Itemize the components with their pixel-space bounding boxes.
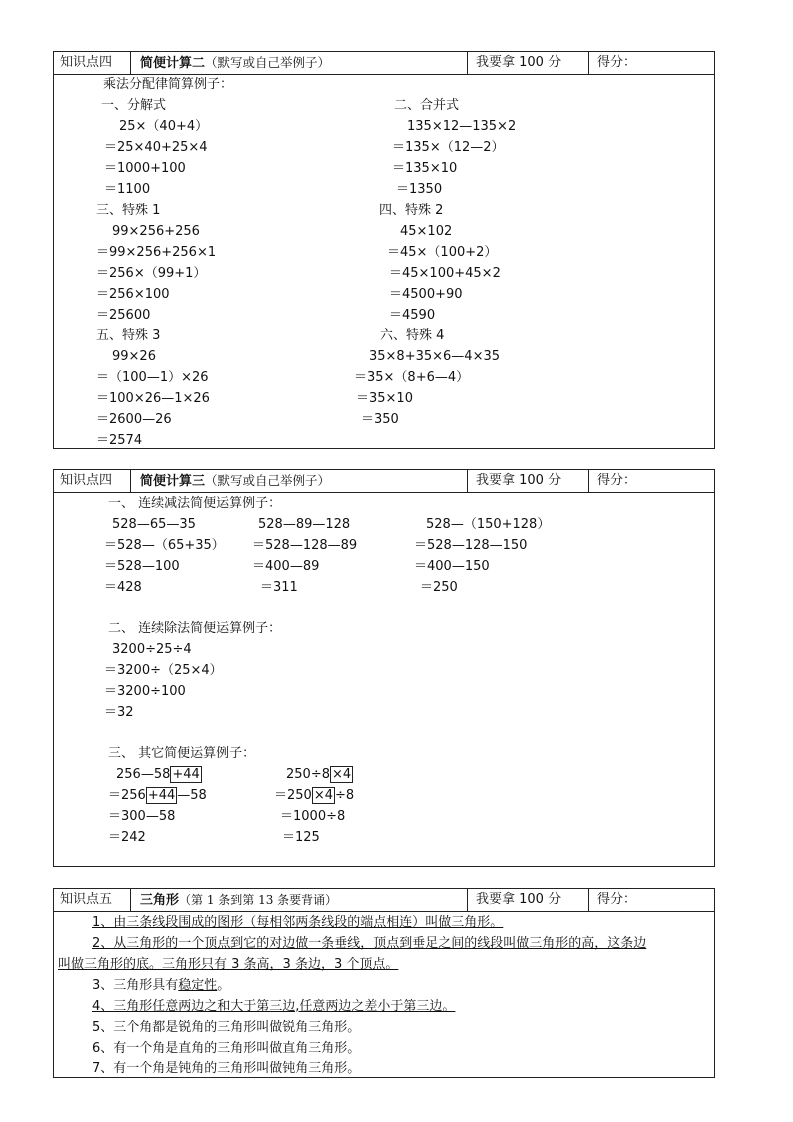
calc-line: ＝256×100 [96, 287, 170, 302]
section-header [54, 470, 714, 493]
block-title: 二、合并式 [394, 98, 460, 113]
calc-line: ＝2600—26 [96, 412, 172, 427]
calc-line: ＝1350 [396, 182, 443, 197]
rule-1: 1、由三条线段围成的图形（每相邻两条线段的端点相连）叫做三角形。 [92, 915, 504, 930]
calc-line: ＝528—128—150 [414, 538, 528, 553]
calc-line: ＝528—128—89 [252, 538, 358, 553]
sub-title: 一、 连续减法简便运算例子： [108, 496, 282, 511]
calc-line: ＝99×256+256×1 [96, 245, 217, 260]
block-title: 三、特殊 1 [96, 203, 161, 218]
calc-line: ＝311 [260, 580, 298, 595]
calc-line: ＝428 [104, 580, 142, 595]
calc-line: 135×12—135×2 [407, 119, 517, 134]
rule-2: 2、从三角形的一个顶点到它的对边做一条垂线，顶点到垂足之间的线段叫做三角形的高，这条边 [92, 936, 647, 951]
highlight-box: +44 [172, 767, 200, 782]
rule-4: 4、三角形任意两边之和大于第三边,任意两边之差小于第三边。 [92, 999, 456, 1014]
goal-label: 我要拿 100 分 [476, 473, 562, 488]
rule-2-cont: 叫做三角形的底。三角形只有 3 条高，3 条边，3 个顶点。 [58, 957, 399, 972]
section-triangle [53, 888, 715, 1078]
calc-line: ＝400—150 [414, 559, 490, 574]
highlight-box: +44 [147, 788, 176, 803]
calc-line: ＝528—100 [104, 559, 180, 574]
section-title: 三角形（第 1 条到第 13 条要背诵） [140, 893, 338, 908]
calc-line: ＝135×（12—2） [392, 140, 505, 155]
calc-line: ＝135×10 [392, 161, 458, 176]
goal-label: 我要拿 100 分 [476, 55, 562, 70]
calc-line: ＝242 [108, 830, 146, 845]
calc-line: ＝1100 [104, 182, 151, 197]
calc-line: ＝35×（8+6—4） [354, 370, 470, 385]
calc-line: ＝32 [104, 705, 134, 720]
section-simplified-calc-3 [53, 469, 715, 867]
calc-line: ＝1000+100 [104, 161, 186, 176]
score-label: 得分： [597, 892, 637, 907]
calc-line: 528—（150+128） [426, 517, 551, 532]
section-simplified-calc-2 [53, 51, 715, 449]
highlight-box: ×4 [331, 767, 352, 782]
calc-line: ＝350 [361, 412, 399, 427]
calc-line: ＝250 ×4 ÷8 [274, 788, 355, 803]
calc-line: 99×256+256 [112, 224, 200, 239]
calc-line: ＝25600 [96, 308, 151, 323]
block-title: 一、分解式 [101, 98, 167, 113]
calc-line: ＝45×100+45×2 [389, 266, 501, 281]
calc-line: ＝3200÷100 [104, 684, 186, 699]
calc-line: 528—65—35 [112, 517, 196, 532]
calc-line: ＝400—89 [252, 559, 320, 574]
calc-line: ＝100×26—1×26 [96, 391, 210, 406]
knowledge-tag: 知识点五 [60, 892, 113, 907]
calc-line: ＝256×（99+1） [96, 266, 207, 281]
calc-line: ＝2574 [96, 433, 143, 448]
block-title: 六、特殊 4 [380, 328, 445, 343]
section-header [54, 52, 714, 75]
calc-line: ＝300—58 [108, 809, 176, 824]
calc-line: ＝45×（100+2） [387, 245, 498, 260]
score-label: 得分： [597, 473, 637, 488]
calc-line: 99×26 [112, 349, 156, 364]
calc-line: ＝250 [420, 580, 458, 595]
calc-line: 45×102 [400, 224, 453, 239]
block-title: 五、特殊 3 [96, 328, 161, 343]
calc-line: ＝3200÷（25×4） [104, 663, 223, 678]
rule-5: 5、三个角都是锐角的三角形叫做锐角三角形。 [92, 1020, 361, 1035]
knowledge-tag: 知识点四 [60, 55, 113, 70]
sub-title: 二、 连续除法简便运算例子： [108, 621, 282, 636]
rule-3: 3、三角形具有稳定性。 [92, 978, 231, 993]
calc-line: ＝25×40+25×4 [104, 140, 208, 155]
calc-line: 3200÷25÷4 [112, 642, 192, 657]
intro: 乘法分配律简算例子： [103, 77, 234, 92]
rule-7: 7、有一个角是钝角的三角形叫做钝角三角形。 [92, 1061, 361, 1076]
calc-line: ＝125 [282, 830, 320, 845]
calc-line: ＝4590 [389, 308, 436, 323]
calc-line: ＝1000÷8 [280, 809, 346, 824]
calc-line: 256—58 +44 [116, 767, 200, 782]
highlight-box: ×4 [313, 788, 333, 803]
calc-line: ＝256 +44 —58 [108, 788, 207, 803]
section-header [54, 889, 714, 912]
score-label: 得分： [597, 55, 637, 70]
section-title: 简便计算三（默写或自己举例子） [140, 473, 331, 489]
rule-6: 6、有一个角是直角的三角形叫做直角三角形。 [92, 1041, 361, 1056]
calc-line: ＝528—（65+35） [104, 538, 225, 553]
calc-line: ＝4500+90 [389, 287, 463, 302]
calc-line: 25×（40+4） [119, 119, 209, 134]
calc-line: ＝35×10 [356, 391, 413, 406]
goal-label: 我要拿 100 分 [476, 892, 562, 907]
sub-title: 三、 其它简便运算例子： [108, 746, 256, 761]
calc-line: 528—89—128 [258, 517, 351, 532]
section-title: 简便计算二（默写或自己举例子） [140, 55, 331, 71]
calc-line: 250÷8 ×4 [286, 767, 352, 782]
calc-line: 35×8+35×6—4×35 [369, 349, 501, 364]
knowledge-tag: 知识点四 [60, 473, 113, 488]
calc-line: ＝（100—1）×26 [96, 370, 209, 385]
block-title: 四、特殊 2 [379, 203, 444, 218]
